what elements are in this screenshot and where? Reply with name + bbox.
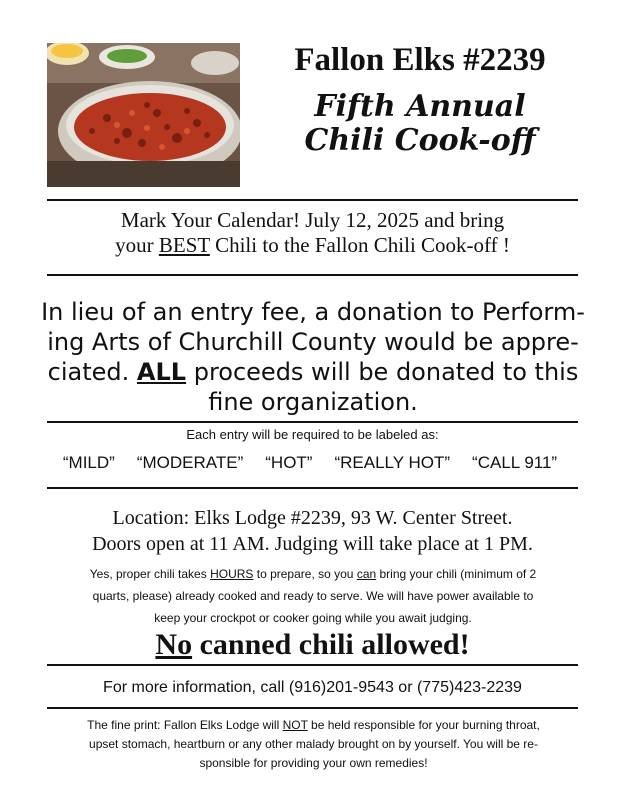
donation-line-4: fine organization. — [208, 388, 418, 416]
event-title: Fallon Elks #2239 — [294, 42, 546, 78]
contact-info: For more information, call (916)201-9543 or (775)423-2239 — [103, 679, 522, 696]
no-canned-notice — [47, 628, 578, 662]
donation-line-1: In lieu of an entry fee, a donation to Perform- — [41, 298, 585, 326]
fine-print — [50, 716, 577, 773]
calendar-line-1: Mark Your Calendar! July 12, 2025 and bring — [120, 208, 505, 232]
calendar-line-2-post: Chili to the Fallon Chili Cook-off ! — [209, 233, 510, 257]
donation-line-3-post: proceeds will be donated to this — [186, 358, 579, 386]
divider-3 — [47, 421, 578, 423]
label-intro: Each entry will be required to be labeled as: — [186, 427, 439, 442]
prep-line-2: quarts, please) already cooked and ready to serve. We will have power available to — [92, 589, 534, 603]
not-emphasis: NOT — [282, 718, 308, 732]
heat-level-hot: “HOT” — [265, 453, 313, 472]
heat-level-really-hot: “REALLY HOT” — [334, 453, 451, 472]
heat-level-call-911: “CALL 911” — [472, 453, 558, 472]
fine-print-line-1 — [50, 716, 577, 735]
fine-line-1-a: The fine print: Fallon Elks Lodge will — [87, 718, 283, 732]
heat-levels — [30, 453, 590, 473]
subtitle-line-1: Fifth Annual — [314, 89, 526, 124]
calendar-line-2 — [47, 233, 578, 258]
divider-1 — [47, 199, 578, 201]
prep-instructions — [58, 563, 568, 629]
location-details — [47, 505, 578, 557]
divider-4 — [47, 487, 578, 489]
calendar-notice — [47, 208, 578, 258]
location-line-2: Doors open at 11 AM. Judging will take place at 1 PM. — [92, 533, 533, 555]
prep-line-1-b: to prepare, so you — [253, 567, 357, 581]
best-emphasis: BEST — [158, 233, 210, 257]
hours-emphasis: HOURS — [210, 567, 254, 581]
chili-pot-photo — [47, 43, 240, 187]
all-emphasis: ALL — [136, 358, 187, 386]
divider-2 — [47, 274, 578, 276]
donation-line-3-pre: ciated. — [47, 358, 137, 386]
divider-6 — [47, 707, 578, 709]
divider-5 — [47, 664, 578, 666]
location-line-1: Location: Elks Lodge #2239, 93 W. Center Street. — [112, 507, 513, 529]
can-emphasis: can — [356, 567, 377, 581]
chili-pot-illustration — [47, 43, 240, 187]
fine-print-line-3: sponsible for providing your own remedies! — [199, 756, 428, 770]
heat-level-mild: “MILD” — [62, 453, 115, 472]
prep-line-3: keep your crockpot or cooker going while you await judging. — [154, 611, 472, 625]
prep-line-1-c: bring your chili (minimum of 2 — [376, 567, 537, 581]
event-subtitle — [250, 90, 590, 158]
fine-line-1-b: be held responsible for your burning throat, — [307, 718, 540, 732]
no-canned-rest: canned chili allowed! — [192, 628, 470, 661]
donation-line-3 — [40, 357, 586, 387]
heat-level-moderate: “MODERATE” — [136, 453, 244, 472]
donation-paragraph — [40, 297, 586, 417]
calendar-line-2-pre: your — [115, 233, 159, 257]
prep-line-1 — [58, 563, 568, 585]
no-emphasis: No — [155, 628, 193, 661]
fine-print-line-2: upset stomach, heartburn or any other malady brought on by yourself. You will be re- — [89, 737, 538, 751]
donation-line-2: ing Arts of Churchill County would be appre- — [47, 328, 579, 356]
prep-line-1-a: Yes, proper chili takes — [89, 567, 211, 581]
subtitle-line-2: Chili Cook-off — [304, 123, 536, 158]
